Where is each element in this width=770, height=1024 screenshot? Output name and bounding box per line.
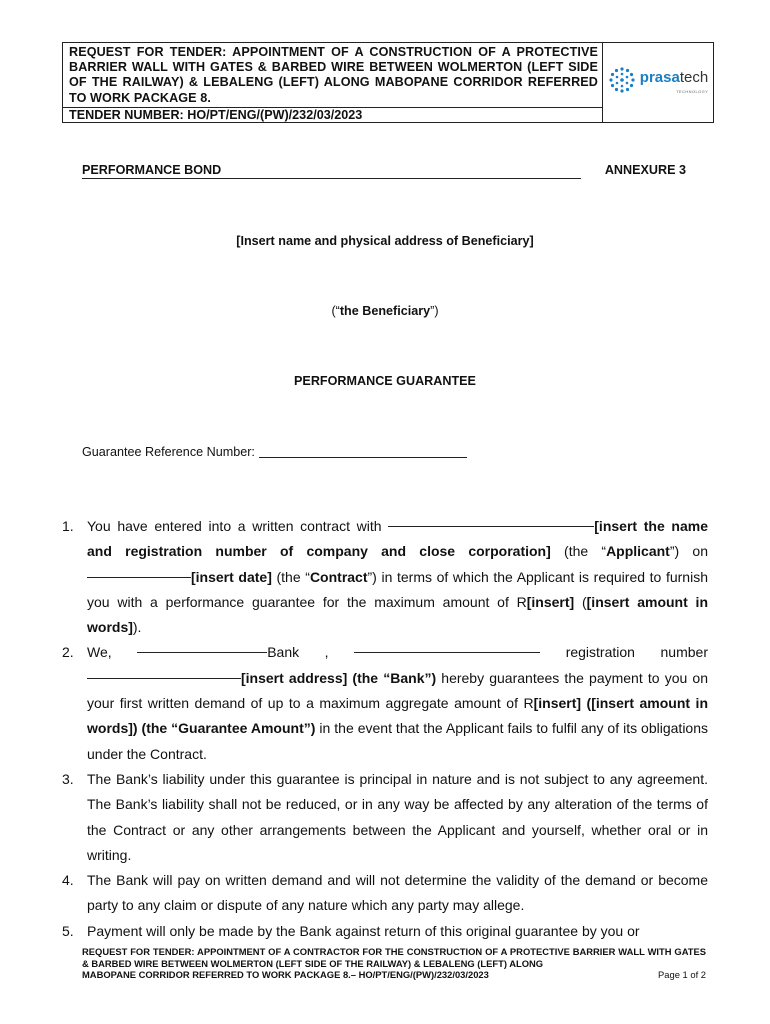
beneficiary-label: (“the Beneficiary”) [331, 304, 439, 318]
footer-text: REQUEST FOR TENDER: APPOINTMENT OF A CONTRACTOR FOR THE CONSTRUCTION OF A PROTECTIVE BARRIER WALL WITH GATES & BARBED WIRE BETWEEN WOLMERTON (LEFT SIDE OF THE RAILWAY) & LEBALENG (LEFT) ALONG [82, 946, 706, 969]
clause-list [62, 514, 708, 944]
clause-item: 3. The Bank’s liability under this guarantee is principal in nature and is not subject to any agreement. The Bank’s liability shall not be reduced, or in any way be affected by any alteration of the terms of the Contract or any other arrangements between the Applicant and yourself, whether oral or in writing. [62, 767, 708, 868]
guarantee-reference-blank [259, 457, 467, 458]
prasa-tech-logo [603, 43, 713, 122]
page-number: Page 1 of 2 [658, 969, 706, 981]
date-blank [87, 577, 191, 578]
annexure-label: ANNEXURE 3 [604, 163, 686, 177]
clause-text: Payment will only be made by the Bank against return of this original guarantee by you or [87, 922, 640, 939]
guarantee-reference [82, 445, 467, 459]
clause-text: The Bank will pay on written demand and will not determine the validity of the demand or become party to any claim or dispute of any nature which any party may allege. [87, 872, 708, 914]
document-title-row [82, 163, 686, 179]
tender-header-text [63, 43, 603, 122]
clause-item: 4. The Bank will pay on written demand and will not determine the validity of the demand or become party to any claim or dispute of any nature which any party may allege. [62, 868, 708, 919]
registration-blank [354, 652, 540, 653]
prasa-tech-logo-icon [608, 66, 636, 99]
clause-text: The Bank’s liability under this guarantee is principal in nature and is not subject to any agreement. The Bank’s liability shall not be reduced, or in any way be affected by any alteration of the terms of the Contract or any other arrangements between the Applicant and yourself, whether oral or in writing. [87, 770, 708, 863]
clause-item: 1. You have entered into a written contract with [insert the name and registration number of company and close corporation] (the “Applicant”) on[insert date] (the “Contract”) in terms of which the Applicant is required to furnish you with a performance guarantee for the maximum amount of R[insert] ([insert amount in words]). [62, 514, 708, 640]
footer-last-line: MABOPANE CORRIDOR REFERRED TO WORK PACKAGE 8.– HO/PT/ENG/(PW)/232/03/2023 [82, 969, 489, 981]
tender-title: REQUEST FOR TENDER: APPOINTMENT OF A CONSTRUCTION OF A PROTECTIVE BARRIER WALL WITH GATES & BARBED WIRE BETWEEN WOLMERTON (LEFT SIDE OF THE RAILWAY) & LEBALENG (LEFT) ALONG MABOPANE CORRIDOR REFERRED TO WORK PACKAGE 8. [63, 43, 602, 108]
tender-number: TENDER NUMBER: HO/PT/ENG/(PW)/232/03/2023 [69, 107, 363, 122]
clause-text: You have entered into a written contract with [insert the name and registration number of company and close corporation] (the “Applicant”) on[insert date] (the “Contract”) in terms of which the Applicant is required to furnish you with a performance guarantee for the maximum amount of R[insert] ([insert amount in words]). [87, 518, 709, 636]
logo-subtext: TECHNOLOGY [676, 89, 709, 94]
guarantee-reference-label: Guarantee Reference Number: [82, 445, 255, 459]
bank-name-blank [137, 652, 267, 653]
page-footer [82, 946, 706, 981]
address-blank [87, 678, 241, 679]
beneficiary-placeholder: [Insert name and physical address of Beneficiary] [236, 234, 534, 248]
clause-text: We, Bank , registration number [insert address] (the “Bank”) hereby guarantees the payment to you on your first written demand of up to a maximum aggregate amount of R[insert] ([insert amount in words]) (the “Guarantee Amount”) in the event that the Applicant fails to fulfil any of its obligations under the Contract. [87, 644, 708, 762]
clause-item: 2. We, Bank , registration number [insert address] (the “Bank”) hereby guarantees the payment to you on your first written demand of up to a maximum aggregate amount of R[insert] ([insert amount in words]) (the “Guarantee Amount”) in the event that the Applicant fails to fulfil any of its obligations under the Contract. [62, 640, 708, 766]
performance-bond-title: PERFORMANCE BOND [82, 163, 581, 179]
tender-header-box [62, 42, 714, 123]
logo-wordmark: prasatech [639, 69, 709, 86]
contract-party-blank [388, 526, 594, 527]
guarantee-heading: PERFORMANCE GUARANTEE [294, 374, 476, 388]
clause-item: 5. Payment will only be made by the Bank against return of this original guarantee by you or [62, 919, 708, 944]
